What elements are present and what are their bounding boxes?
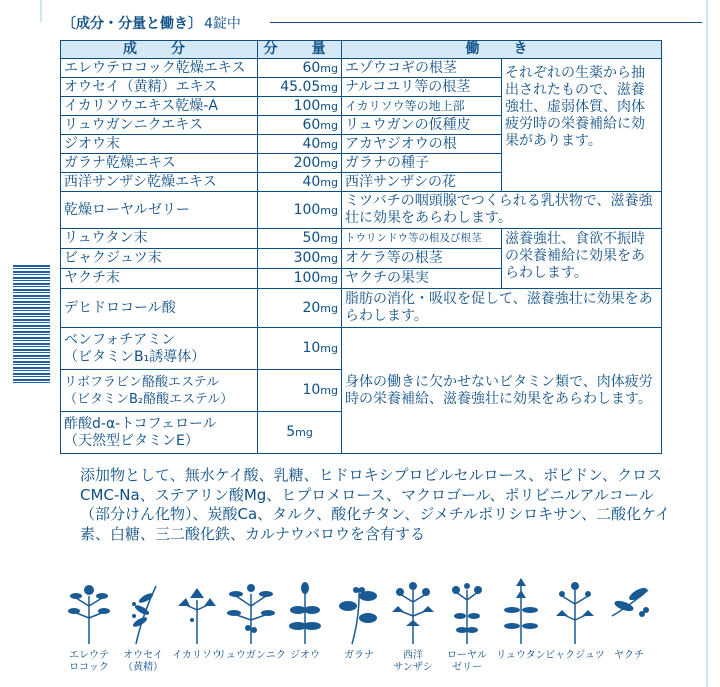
plant-item: [494, 576, 548, 687]
plant-label: リュウタン: [496, 650, 546, 661]
ingredient-amount: 200mg: [258, 154, 342, 173]
ingredient-name: エレウテロコック乾燥エキス: [61, 59, 258, 78]
page-edge: [706, 0, 708, 687]
page-edge: [40, 0, 42, 22]
barcode-image: [13, 265, 50, 385]
ingredient-amount: 45.05mg: [258, 78, 342, 97]
plant-label: ガラナ: [344, 650, 374, 661]
ingredient-effect: ミツバチの咽頭腺でつくられる乳状物で、滋養強壮に効果をあらわします。: [342, 192, 662, 229]
eleuthero-plant-icon: [62, 576, 116, 646]
ingredient-name: ベンフォチアミン （ビタミンB₁誘導体）: [61, 328, 258, 370]
ingredient-source: イカリソウ等の地上部: [342, 97, 502, 116]
ingredient-source: エゾウコギの根茎: [342, 59, 502, 78]
ingredient-name: リュウタン末: [61, 229, 258, 249]
ingredient-source: 西洋サンザシの花: [342, 173, 502, 192]
table-row: [61, 192, 662, 229]
group2-effect: 滋養強壮、食欲不振時の栄養補給に効果をあらわします。: [502, 229, 662, 289]
section-heading: [62, 12, 241, 34]
ingredients-table: [60, 40, 662, 454]
ousei-plant-icon: [116, 576, 170, 646]
heading-title: 〔成分・分量と働き〕: [62, 16, 202, 32]
plant-illustrations: [62, 576, 662, 687]
ingredient-amount: 100mg: [258, 97, 342, 116]
table-row: [61, 328, 662, 370]
plant-label: ヤクチ: [614, 650, 644, 661]
ingredient-name: オウセイ（黄精）エキス: [61, 78, 258, 97]
ingredient-amount: 60mg: [258, 116, 342, 135]
ingredient-name: 酢酸d-α-トコフェロール （天然型ビタミンE）: [61, 412, 258, 454]
ingredient-effect: 脂肪の消化・吸収を促して、滋養強壮に効果をあらわします。: [342, 289, 662, 328]
additives-text: 添加物として、無水ケイ酸、乳糖、ヒドロキシプロピルセルロース、ポビドン、クロスCMC-Na、ステアリン酸Mg、ヒプロメロース、マクロゴール、ポリビニルアルコール（部分けん化物）、炭酸Ca、タルク、酸化チタン、ジメチルポリシロキサン、二酸化ケイ素、白糖、三二酸化鉄、カルナウバロウを含有する: [80, 466, 671, 543]
ingredient-amount: 50mg: [258, 229, 342, 249]
plant-item: [440, 576, 494, 687]
ingredient-name: 西洋サンザシ乾燥エキス: [61, 173, 258, 192]
ryuganniku-plant-icon: [224, 576, 278, 646]
plant-label: エレウテ ロコック: [69, 650, 109, 673]
table-row: [61, 59, 662, 78]
ingredient-amount: 20mg: [258, 289, 342, 328]
table-row: [61, 289, 662, 328]
ingredient-amount: 10mg: [258, 328, 342, 370]
guarana-plant-icon: [332, 576, 386, 646]
plant-item: [170, 576, 224, 687]
plant-label: 西洋 サンザシ: [393, 650, 433, 673]
ingredient-name: イカリソウエキス乾燥-A: [61, 97, 258, 116]
plant-label: ローヤル ゼリー: [447, 650, 487, 673]
ingredient-name: ガラナ乾燥エキス: [61, 154, 258, 173]
ingredient-source: アカヤジオウの根: [342, 135, 502, 154]
plant-item: [332, 576, 386, 687]
group1-effect: それぞれの生薬から抽出されたもので、滋養強壮、虚弱体質、肉体疲労時の栄養補給に効果があります。: [502, 59, 662, 192]
plant-label: ビャクジュツ: [545, 650, 605, 661]
ryutan-plant-icon: [494, 576, 548, 646]
jiou-plant-icon: [278, 576, 332, 646]
plant-label: オウセイ （黄精）: [123, 650, 163, 673]
byakujutsu-plant-icon: [548, 576, 602, 646]
ingredient-name: ヤクチ末: [61, 269, 258, 289]
yakuchi-plant-icon: [602, 576, 656, 646]
ingredient-source: ナルコユリ等の根茎: [342, 78, 502, 97]
ingredient-name: ジオウ末: [61, 135, 258, 154]
ingredient-name: リボフラビン酪酸エステル （ビタミンB₂酪酸エステル）: [61, 370, 258, 412]
ingredient-source: ガラナの種子: [342, 154, 502, 173]
ingredient-amount: 40mg: [258, 173, 342, 192]
ingredient-source: リュウガンの仮種皮: [342, 116, 502, 135]
ingredient-source: トウリンドウ等の根及び根茎: [342, 229, 502, 249]
plant-label: イカリソウ: [172, 650, 222, 661]
ingredient-amount: 100mg: [258, 192, 342, 229]
ingredient-amount: 60mg: [258, 59, 342, 78]
royal-jelly-plant-icon: [440, 576, 494, 646]
plant-item: [62, 576, 116, 687]
ingredient-name: リュウガンニクエキス: [61, 116, 258, 135]
table-row: [61, 229, 662, 249]
plant-item: [116, 576, 170, 687]
header-effect: 働 き: [342, 41, 662, 59]
ikarisou-plant-icon: [170, 576, 224, 646]
vitamin-effect: 身体の働きに欠かせないビタミン類で、肉体疲労時の栄養補給、滋養強壮に効果をあらわします。: [342, 328, 662, 454]
plant-item: [545, 576, 605, 687]
ingredient-name: デヒドロコール酸: [61, 289, 258, 328]
plant-label: ジオウ: [290, 650, 320, 661]
heading-rule: [270, 22, 702, 23]
ingredient-name: 乾燥ローヤルゼリー: [61, 192, 258, 229]
ingredient-amount: 5mg: [258, 412, 342, 454]
header-ingredient: 成 分: [61, 41, 258, 59]
ingredient-source: ヤクチの果実: [342, 269, 502, 289]
hawthorn-plant-icon: [386, 576, 440, 646]
plant-item: [278, 576, 332, 687]
plant-item: [216, 576, 286, 687]
heading-per-dose: 4錠中: [204, 16, 241, 32]
ingredient-amount: 40mg: [258, 135, 342, 154]
plant-label: リュウガンニク: [216, 650, 286, 661]
ingredient-amount: 10mg: [258, 370, 342, 412]
plant-item: [386, 576, 440, 687]
ingredient-amount: 100mg: [258, 269, 342, 289]
ingredient-amount: 300mg: [258, 249, 342, 269]
ingredient-source: オケラ等の根茎: [342, 249, 502, 269]
table-header-row: [61, 41, 662, 59]
header-amount: 分 量: [258, 41, 342, 59]
ingredient-name: ビャクジュツ末: [61, 249, 258, 269]
plant-item: [602, 576, 656, 687]
